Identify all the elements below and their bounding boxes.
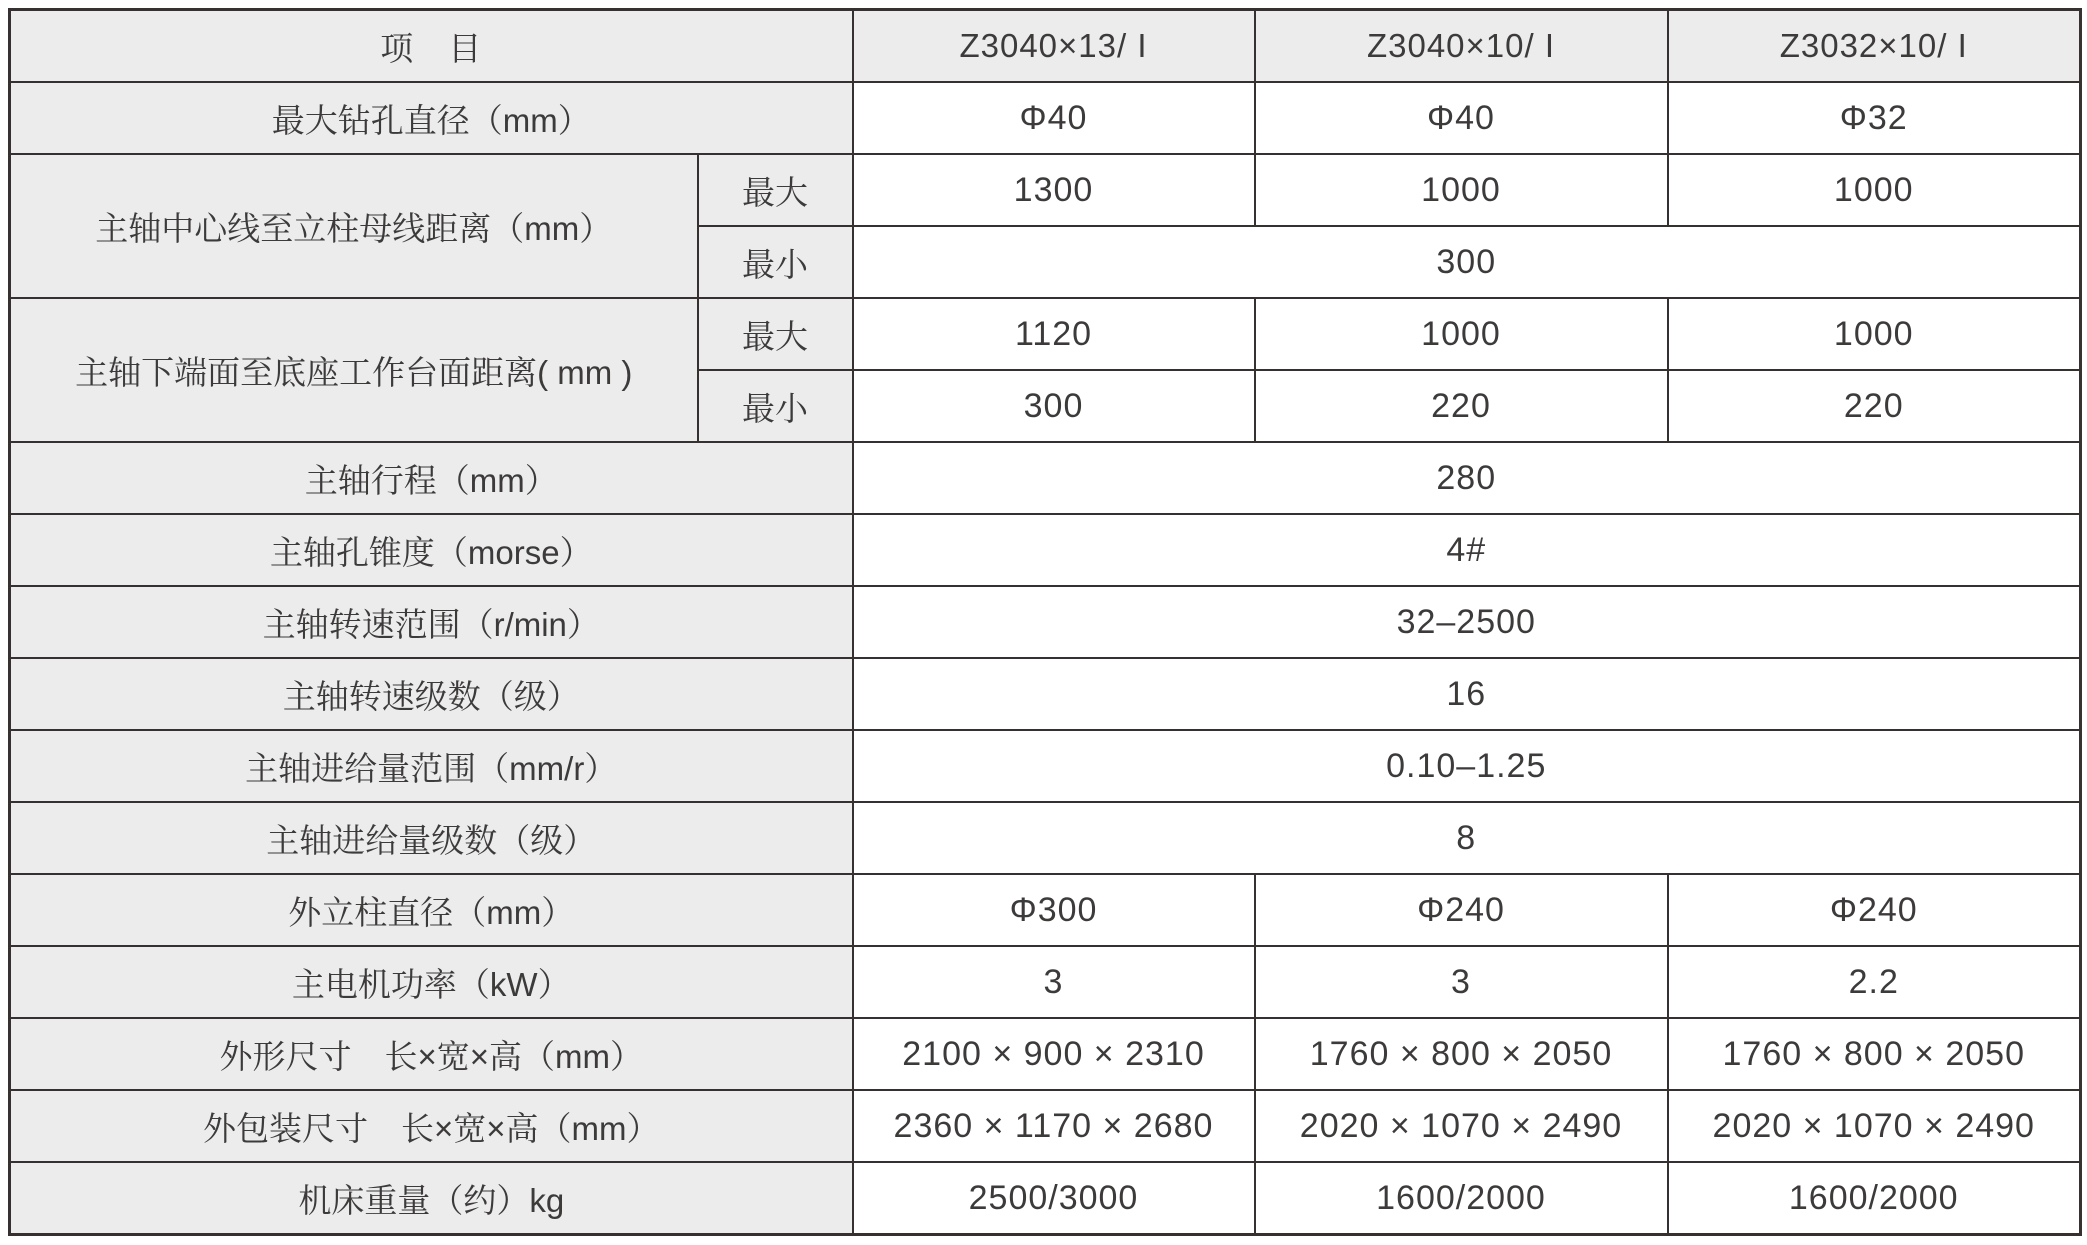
cell-motor-power-3: 2.2 — [1668, 946, 2081, 1018]
cell-spindle-to-column-max-3: 1000 — [1668, 154, 2081, 226]
subrow-label-min: 最小 — [698, 370, 853, 442]
subrow-label-max: 最大 — [698, 154, 853, 226]
row-weight — [10, 1162, 2081, 1235]
col-header-item: 项 目 — [10, 10, 853, 83]
cell-spindle-to-column-min-all: 300 — [853, 226, 2081, 298]
cell-package-dims-1: 2360 × 1170 × 2680 — [853, 1090, 1255, 1162]
col-header-model-3: Z3032×10/ I — [1668, 10, 2081, 83]
cell-motor-power-2: 3 — [1255, 946, 1668, 1018]
cell-weight-2: 1600/2000 — [1255, 1162, 1668, 1235]
cell-speed-range-all: 32–2500 — [853, 586, 2081, 658]
row-overall-dims — [10, 1018, 2081, 1090]
spec-table — [8, 8, 2082, 1236]
row-label-spindle-travel: 主轴行程（mm） — [10, 442, 853, 514]
row-feed-steps — [10, 802, 2081, 874]
cell-spindle-to-base-max-1: 1120 — [853, 298, 1255, 370]
row-spindle-travel — [10, 442, 2081, 514]
row-motor-power — [10, 946, 2081, 1018]
cell-package-dims-2: 2020 × 1070 × 2490 — [1255, 1090, 1668, 1162]
cell-spindle-to-base-max-3: 1000 — [1668, 298, 2081, 370]
cell-spindle-travel-all: 280 — [853, 442, 2081, 514]
row-label-motor-power: 主电机功率（kW） — [10, 946, 853, 1018]
cell-overall-dims-3: 1760 × 800 × 2050 — [1668, 1018, 2081, 1090]
row-spindle-to-base-max — [10, 298, 2081, 370]
cell-column-diameter-1: Φ300 — [853, 874, 1255, 946]
subrow-label-max: 最大 — [698, 298, 853, 370]
cell-column-diameter-2: Φ240 — [1255, 874, 1668, 946]
row-label-weight: 机床重量（约）kg — [10, 1162, 853, 1235]
cell-spindle-taper-all: 4# — [853, 514, 2081, 586]
row-feed-range — [10, 730, 2081, 802]
cell-feed-range-all: 0.10–1.25 — [853, 730, 2081, 802]
cell-speed-steps-all: 16 — [853, 658, 2081, 730]
row-label-drill-diameter: 最大钻孔直径（mm） — [10, 82, 853, 154]
row-label-spindle-taper: 主轴孔锥度（morse） — [10, 514, 853, 586]
cell-drill-diameter-2: Φ40 — [1255, 82, 1668, 154]
cell-drill-diameter-3: Φ32 — [1668, 82, 2081, 154]
cell-motor-power-1: 3 — [853, 946, 1255, 1018]
cell-overall-dims-1: 2100 × 900 × 2310 — [853, 1018, 1255, 1090]
cell-drill-diameter-1: Φ40 — [853, 82, 1255, 154]
subrow-label-min: 最小 — [698, 226, 853, 298]
cell-column-diameter-3: Φ240 — [1668, 874, 2081, 946]
row-column-diameter — [10, 874, 2081, 946]
row-label-spindle-to-base: 主轴下端面至底座工作台面距离( mm ) — [10, 298, 698, 442]
row-label-speed-range: 主轴转速范围（r/min） — [10, 586, 853, 658]
cell-spindle-to-base-min-1: 300 — [853, 370, 1255, 442]
row-spindle-to-column-max — [10, 154, 2081, 226]
row-label-package-dims: 外包装尺寸 长×宽×高（mm） — [10, 1090, 853, 1162]
row-label-feed-range: 主轴进给量范围（mm/r） — [10, 730, 853, 802]
row-label-spindle-to-column: 主轴中心线至立柱母线距离（mm） — [10, 154, 698, 298]
row-label-feed-steps: 主轴进给量级数（级） — [10, 802, 853, 874]
row-package-dims — [10, 1090, 2081, 1162]
cell-package-dims-3: 2020 × 1070 × 2490 — [1668, 1090, 2081, 1162]
cell-spindle-to-base-min-2: 220 — [1255, 370, 1668, 442]
cell-spindle-to-column-max-1: 1300 — [853, 154, 1255, 226]
row-label-column-diameter: 外立柱直径（mm） — [10, 874, 853, 946]
row-speed-range — [10, 586, 2081, 658]
row-drill-diameter — [10, 82, 2081, 154]
cell-spindle-to-base-min-3: 220 — [1668, 370, 2081, 442]
cell-spindle-to-column-max-2: 1000 — [1255, 154, 1668, 226]
row-spindle-taper — [10, 514, 2081, 586]
row-label-speed-steps: 主轴转速级数（级） — [10, 658, 853, 730]
cell-weight-3: 1600/2000 — [1668, 1162, 2081, 1235]
col-header-model-1: Z3040×13/ I — [853, 10, 1255, 83]
row-label-overall-dims: 外形尺寸 长×宽×高（mm） — [10, 1018, 853, 1090]
cell-weight-1: 2500/3000 — [853, 1162, 1255, 1235]
cell-spindle-to-base-max-2: 1000 — [1255, 298, 1668, 370]
row-speed-steps — [10, 658, 2081, 730]
col-header-model-2: Z3040×10/ I — [1255, 10, 1668, 83]
cell-feed-steps-all: 8 — [853, 802, 2081, 874]
cell-overall-dims-2: 1760 × 800 × 2050 — [1255, 1018, 1668, 1090]
header-row — [10, 10, 2081, 83]
